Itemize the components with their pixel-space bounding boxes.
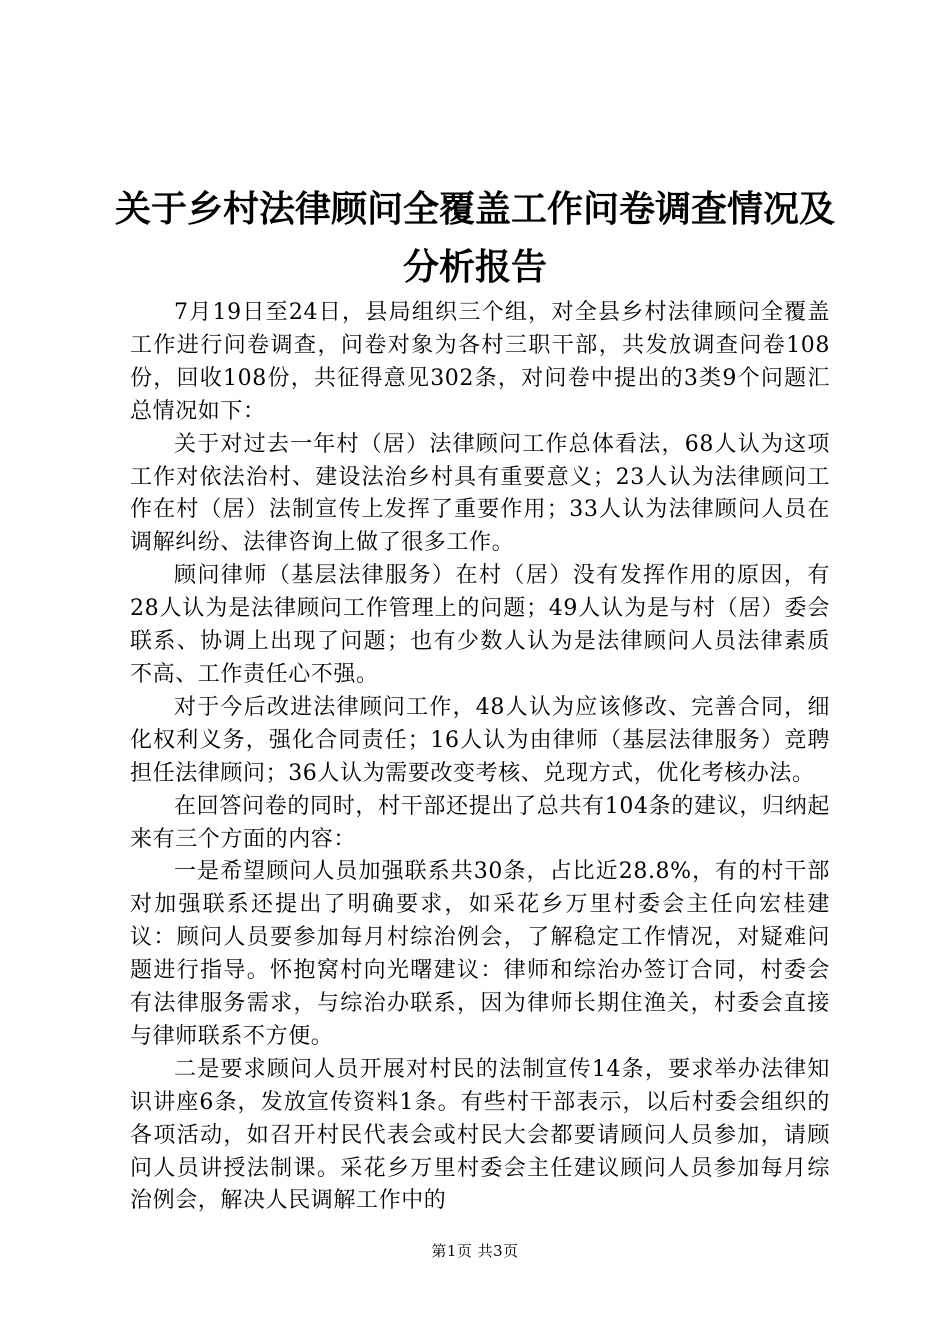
paragraph-improvements: 对于今后改进法律顾问工作，48人认为应该修改、完善合同，细化权利义务，强化合同责任；16人认为由律师（基层法律服务）竞聘担任法律顾问；36人认为需要改变考核、兑现方式，优化考核办法。: [130, 694, 830, 786]
paragraph-survey-overview: 7月19日至24日，县局组织三个组，对全县乡村法律顾问全覆盖工作进行问卷调查，问卷对象为各村三职干部，共发放调查问卷108份，回收108份，共征得意见302条，对问卷中提出的3类9个问题汇总情况如下：: [130, 300, 830, 424]
page-number-footer: 第1页 共3页: [431, 1242, 519, 1260]
paragraph-overall-view: 关于对过去一年村（居）法律顾问工作总体看法，68人认为这项工作对依法治村、建设法治乡村具有重要意义；23人认为法律顾问工作在村（居）法制宣传上发挥了重要作用；33人认为法律顾问人员在调解纠纷、法律咨询上做了很多工作。: [130, 431, 830, 556]
document-title-line-2: 分析报告: [402, 247, 547, 288]
document-body: [130, 297, 830, 1218]
paragraph-suggestion-one: 一是希望顾问人员加强联系共30条，占比近28.8%，有的村干部对加强联系还提出了明确要求，如采花乡万里村委会主任向宏桂建议：顾问人员要参加每月村综治例会，了解稳定工作情况，对疑难问题进行指导。怀抱窝村向光曙建议：律师和综治办签订合同，村委会有法律服务需求，与综治办联系，因为律师长期住渔关，村委会直接与律师联系不方便。: [130, 859, 830, 1049]
paragraph-suggestion-two: 二是要求顾问人员开展对村民的法制宣传14条，要求举办法律知识讲座6条，发放宣传资料1条。有些村干部表示，以后村委会组织的各项活动，如召开村民代表会或村民大会都要请顾问人员参加，请顾问人员讲授法制课。采花乡万里村委会主任建议顾问人员参加每月综治例会，解决人民调解工作中的: [130, 1056, 830, 1214]
document-title-line-1: 关于乡村法律顾问全覆盖工作问卷调查情况及: [114, 189, 835, 230]
paragraph-suggestions-intro: 在回答问卷的同时，村干部还提出了总共有104条的建议，归纳起来有三个方面的内容：: [130, 793, 830, 852]
paragraph-reasons: 顾问律师（基层法律服务）在村（居）没有发挥作用的原因，有28人认为是法律顾问工作管理上的问题；49人认为是与村（居）委会联系、协调上出现了问题；也有少数人认为是法律顾问人员法律素质不高、工作责任心不强。: [130, 563, 830, 687]
